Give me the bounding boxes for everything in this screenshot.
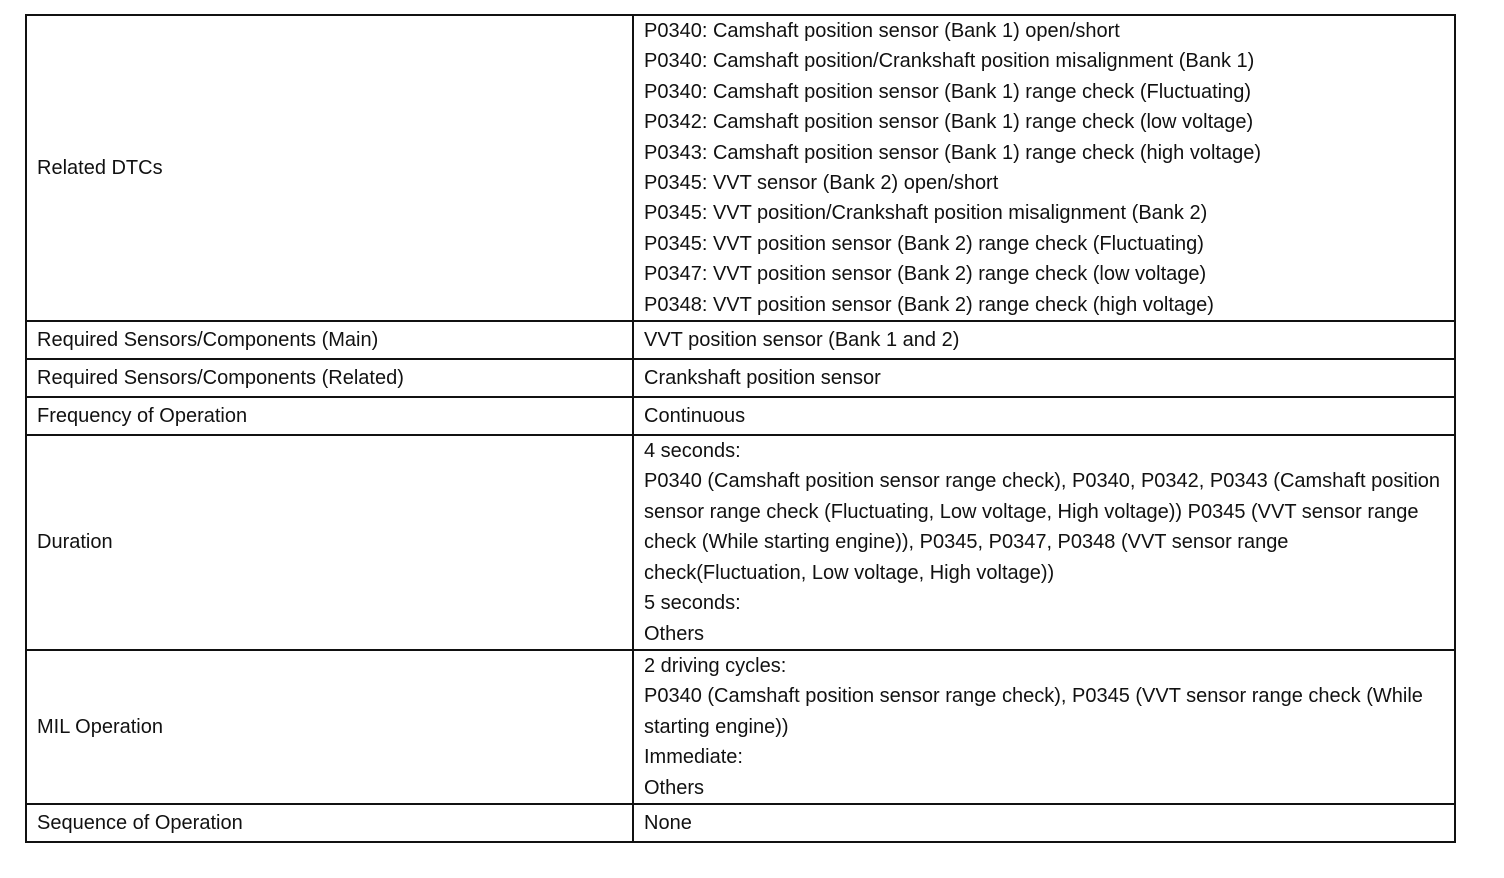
value-sensors-main: VVT position sensor (Bank 1 and 2) bbox=[633, 321, 1455, 359]
dtc-line: P0345: VVT position/Crankshaft position misalignment (Bank 2) bbox=[644, 202, 1208, 225]
label-frequency: Frequency of Operation bbox=[26, 397, 633, 435]
dtc-line: P0348: VVT position sensor (Bank 2) range check (high voltage) bbox=[644, 293, 1214, 316]
dtc-line: P0340: Camshaft position/Crankshaft position misalignment (Bank 1) bbox=[644, 50, 1255, 73]
duration-heading-5s: 5 seconds: bbox=[644, 592, 741, 615]
mil-heading-2-cycles: 2 driving cycles: bbox=[644, 654, 787, 677]
label-related-dtcs: Related DTCs bbox=[26, 15, 633, 321]
table-row-sequence bbox=[26, 804, 1455, 842]
value-sequence: None bbox=[633, 804, 1455, 842]
label-sequence: Sequence of Operation bbox=[26, 804, 633, 842]
label-duration: Duration bbox=[26, 435, 633, 650]
mil-dtc-list: P0340 (Camshaft position sensor range check), P0345 (VVT sensor range check (While starting engine)) bbox=[644, 685, 1423, 738]
mil-others: Others bbox=[644, 776, 705, 799]
value-mil-operation bbox=[633, 650, 1455, 804]
table-row-frequency bbox=[26, 397, 1455, 435]
value-sensors-related: Crankshaft position sensor bbox=[633, 359, 1455, 397]
table-row-sensors-related bbox=[26, 359, 1455, 397]
duration-others: Others bbox=[644, 622, 705, 645]
label-sensors-main: Required Sensors/Components (Main) bbox=[26, 321, 633, 359]
table-row-related-dtcs bbox=[26, 15, 1455, 321]
table-row-duration bbox=[26, 435, 1455, 650]
table-row-mil-operation bbox=[26, 650, 1455, 804]
value-duration bbox=[633, 435, 1455, 650]
duration-heading-4s: 4 seconds: bbox=[644, 440, 741, 463]
mil-heading-immediate: Immediate: bbox=[644, 746, 743, 769]
dtc-line: P0340: Camshaft position sensor (Bank 1) range check (Fluctuating) bbox=[644, 80, 1251, 103]
dtc-line: P0342: Camshaft position sensor (Bank 1) range check (low voltage) bbox=[644, 111, 1254, 134]
dtc-line: P0347: VVT position sensor (Bank 2) range check (low voltage) bbox=[644, 263, 1207, 286]
value-related-dtcs bbox=[633, 15, 1455, 321]
label-mil-operation: MIL Operation bbox=[26, 650, 633, 804]
value-frequency: Continuous bbox=[633, 397, 1455, 435]
dtc-line: P0343: Camshaft position sensor (Bank 1) range check (high voltage) bbox=[644, 141, 1262, 164]
dtc-line: P0345: VVT sensor (Bank 2) open/short bbox=[644, 172, 999, 195]
dtc-line: P0340: Camshaft position sensor (Bank 1) open/short bbox=[644, 20, 1120, 42]
dtc-line: P0345: VVT position sensor (Bank 2) range check (Fluctuating) bbox=[644, 232, 1204, 255]
label-sensors-related: Required Sensors/Components (Related) bbox=[26, 359, 633, 397]
table-row-sensors-main bbox=[26, 321, 1455, 359]
monitor-spec-table bbox=[25, 14, 1456, 843]
duration-dtc-list: P0340 (Camshaft position sensor range check), P0340, P0342, P0343 (Camshaft position sensor range check (Fluctuating, Low voltage, High voltage)) P0345 (VVT sensor range check (While starting engine)), P0345, P0347, P0348 (VVT sensor range check(Fluctuation, Low voltage, High voltage)) bbox=[644, 470, 1441, 584]
